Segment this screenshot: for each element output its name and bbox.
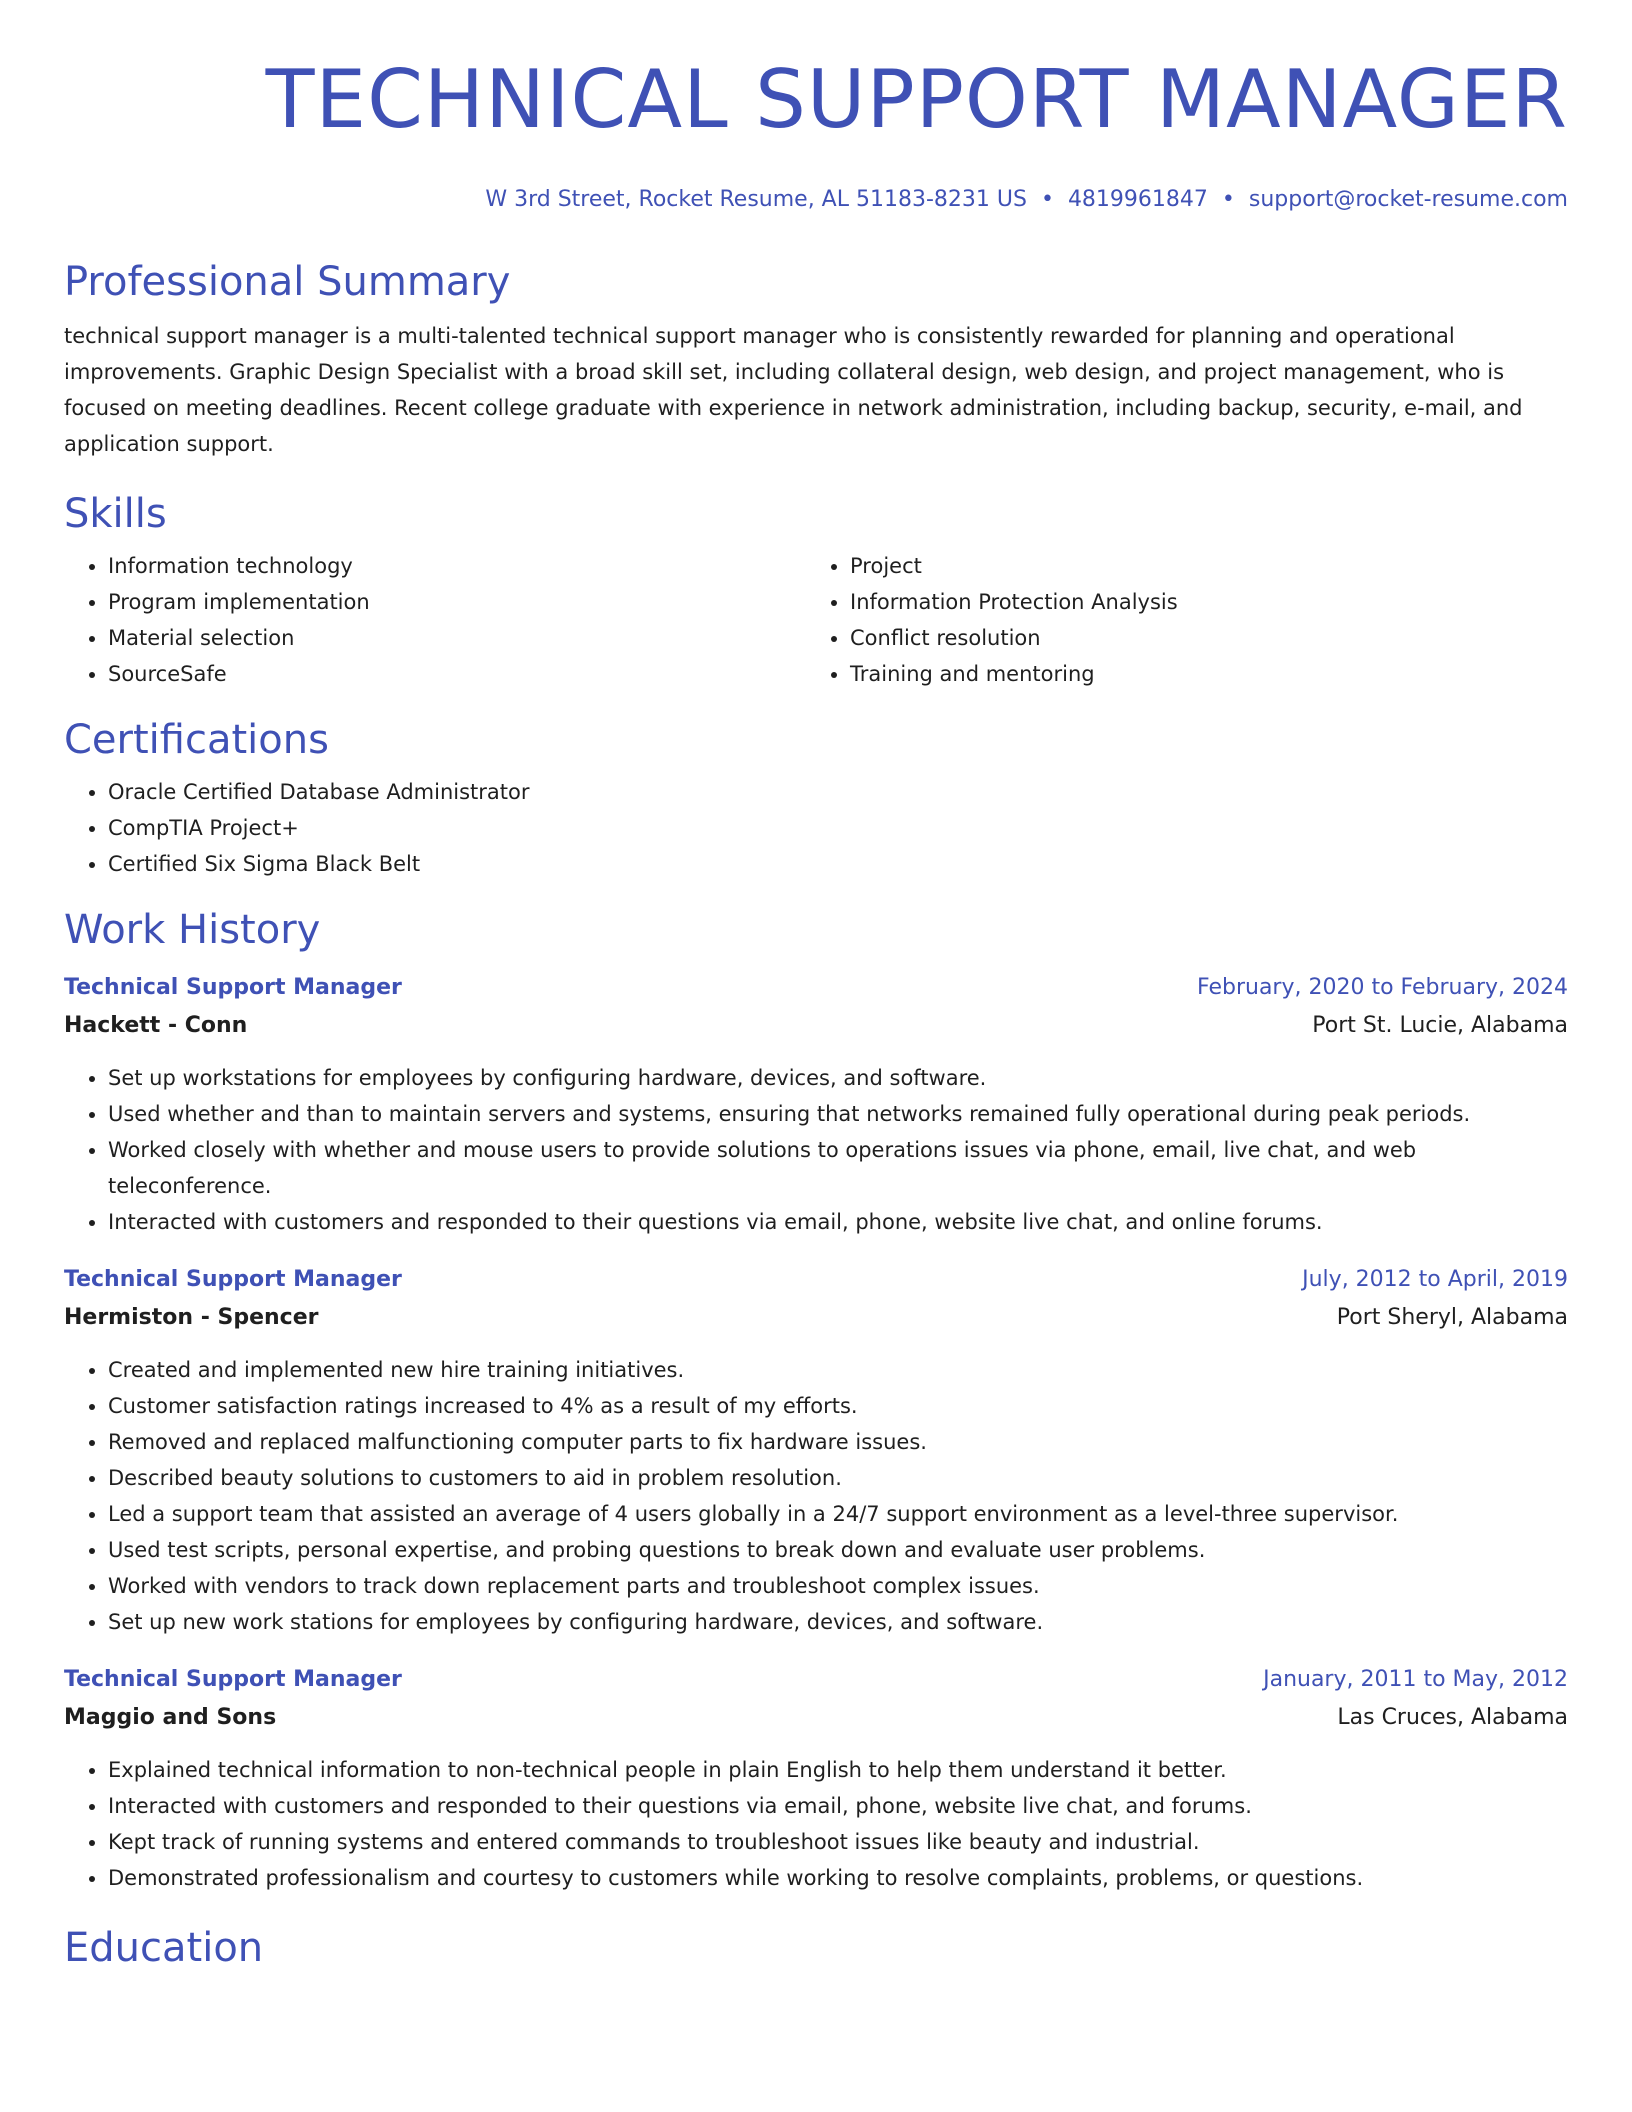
skill-item: • Project: [850, 548, 1548, 584]
job-dates: February, 2020 to February, 2024: [1197, 975, 1568, 1000]
candidate-name: TECHNICAL SUPPORT MANAGER: [265, 53, 1568, 146]
job-entry: [64, 1262, 1568, 1640]
job-bullet: • Created and implemented new hire training initiatives.: [108, 1352, 1568, 1388]
job-company: Hermiston - Spencer: [64, 1305, 319, 1330]
job-bullets: [64, 1752, 1568, 1896]
work-history-section: [64, 906, 1568, 1896]
contact-phone[interactable]: 4819961847: [1067, 187, 1208, 212]
skill-item: • Material selection: [108, 620, 806, 656]
job-company-row: [64, 1298, 1568, 1338]
job-bullet: • Worked with vendors to track down replacement parts and troubleshoot complex issues.: [108, 1568, 1568, 1604]
certification-item: • CompTIA Project+: [108, 810, 1568, 846]
contact-email[interactable]: support@rocket-resume.com: [1248, 187, 1568, 212]
job-title: Technical Support Manager: [64, 1267, 402, 1292]
education-section: [64, 1924, 1568, 1972]
job-title: Technical Support Manager: [64, 1667, 402, 1692]
job-bullet: • Interacted with customers and responded to their questions via email, phone, website live chat, and forums.: [108, 1788, 1568, 1824]
job-bullets: [64, 1352, 1568, 1640]
job-bullet: • Removed and replaced malfunctioning computer parts to fix hardware issues.: [108, 1424, 1568, 1460]
job-bullet: • Set up new work stations for employees by configuring hardware, devices, and software.: [108, 1604, 1568, 1640]
job-bullet: • Kept track of running systems and entered commands to troubleshoot issues like beauty and industrial.: [108, 1824, 1568, 1860]
section-title-skills: Skills: [64, 491, 167, 537]
section-title-summary: Professional Summary: [64, 259, 511, 305]
section-title-education: Education: [64, 1925, 264, 1971]
skills-column-left: [64, 548, 806, 692]
skills-column-right: [806, 548, 1548, 692]
job-bullet: • Described beauty solutions to customers to aid in problem resolution.: [108, 1460, 1568, 1496]
certifications-section: [64, 716, 1568, 882]
job-bullet: • Set up workstations for employees by configuring hardware, devices, and software.: [108, 1060, 1568, 1096]
skills-section: [64, 490, 1568, 692]
job-company-row: [64, 1698, 1568, 1738]
certification-item: • Oracle Certified Database Administrator: [108, 774, 1568, 810]
job-bullet: • Interacted with customers and responded to their questions via email, phone, website live chat, and online forums.: [108, 1204, 1568, 1240]
contact-separator: •: [1040, 187, 1054, 212]
job-bullet: • Used test scripts, personal expertise, and probing questions to break down and evaluate user problems.: [108, 1532, 1568, 1568]
job-company-row: [64, 1006, 1568, 1046]
certifications-list: [64, 774, 1568, 882]
job-location: Las Cruces, Alabama: [1337, 1705, 1568, 1730]
job-location: Port Sheryl, Alabama: [1336, 1305, 1568, 1330]
job-title-row: [64, 970, 1568, 1006]
section-title-work-history: Work History: [64, 907, 321, 953]
contact-line: [64, 186, 1568, 214]
job-bullet: • Explained technical information to non-technical people in plain English to help them understand it better.: [108, 1752, 1568, 1788]
job-title-row: [64, 1262, 1568, 1298]
skill-item: • Information Protection Analysis: [850, 584, 1548, 620]
skill-item: • Conflict resolution: [850, 620, 1548, 656]
job-bullet: • Led a support team that assisted an average of 4 users globally in a 24/7 support environment as a level-three supervisor.: [108, 1496, 1568, 1532]
job-bullet: • Used whether and than to maintain servers and systems, ensuring that networks remained fully operational during peak periods.: [108, 1096, 1568, 1132]
resume-header: [64, 0, 1568, 214]
job-entry: [64, 970, 1568, 1240]
skills-list-left: [64, 548, 806, 692]
job-dates: July, 2012 to April, 2019: [1302, 1267, 1568, 1292]
job-title: Technical Support Manager: [64, 975, 402, 1000]
summary-section: [64, 258, 1568, 462]
job-title-row: [64, 1662, 1568, 1698]
job-entry: [64, 1662, 1568, 1896]
job-bullets: [64, 1060, 1568, 1240]
skills-grid: [64, 548, 1568, 692]
certification-item: • Certified Six Sigma Black Belt: [108, 846, 1568, 882]
skill-item: • Information technology: [108, 548, 806, 584]
job-location: Port St. Lucie, Alabama: [1312, 1013, 1568, 1038]
job-company: Hackett - Conn: [64, 1013, 248, 1038]
contact-separator: •: [1221, 187, 1235, 212]
skills-list-right: [806, 548, 1548, 692]
job-dates: January, 2011 to May, 2012: [1263, 1667, 1568, 1692]
job-bullet: • Demonstrated professionalism and courtesy to customers while working to resolve complaints, problems, or questions.: [108, 1860, 1568, 1896]
skill-item: • Training and mentoring: [850, 656, 1548, 692]
skill-item: • Program implementation: [108, 584, 806, 620]
job-company: Maggio and Sons: [64, 1705, 277, 1730]
contact-address: W 3rd Street, Rocket Resume, AL 51183-8231 US: [485, 187, 1027, 212]
job-bullet: • Worked closely with whether and mouse users to provide solutions to operations issues via phone, email, live chat, and web teleconference.: [108, 1132, 1568, 1204]
skill-item: • SourceSafe: [108, 656, 806, 692]
summary-text: technical support manager is a multi-talented technical support manager who is consistently rewarded for planning and operational improvements. Graphic Design Specialist with a broad skill set, including collateral design, web design, and project management, who is focused on meeting deadlines. Recent college graduate with experience in network administration, including backup, security, e-mail, and application support.: [64, 324, 1523, 456]
section-title-certifications: Certifications: [64, 717, 329, 763]
job-bullet: • Customer satisfaction ratings increased to 4% as a result of my efforts.: [108, 1388, 1568, 1424]
